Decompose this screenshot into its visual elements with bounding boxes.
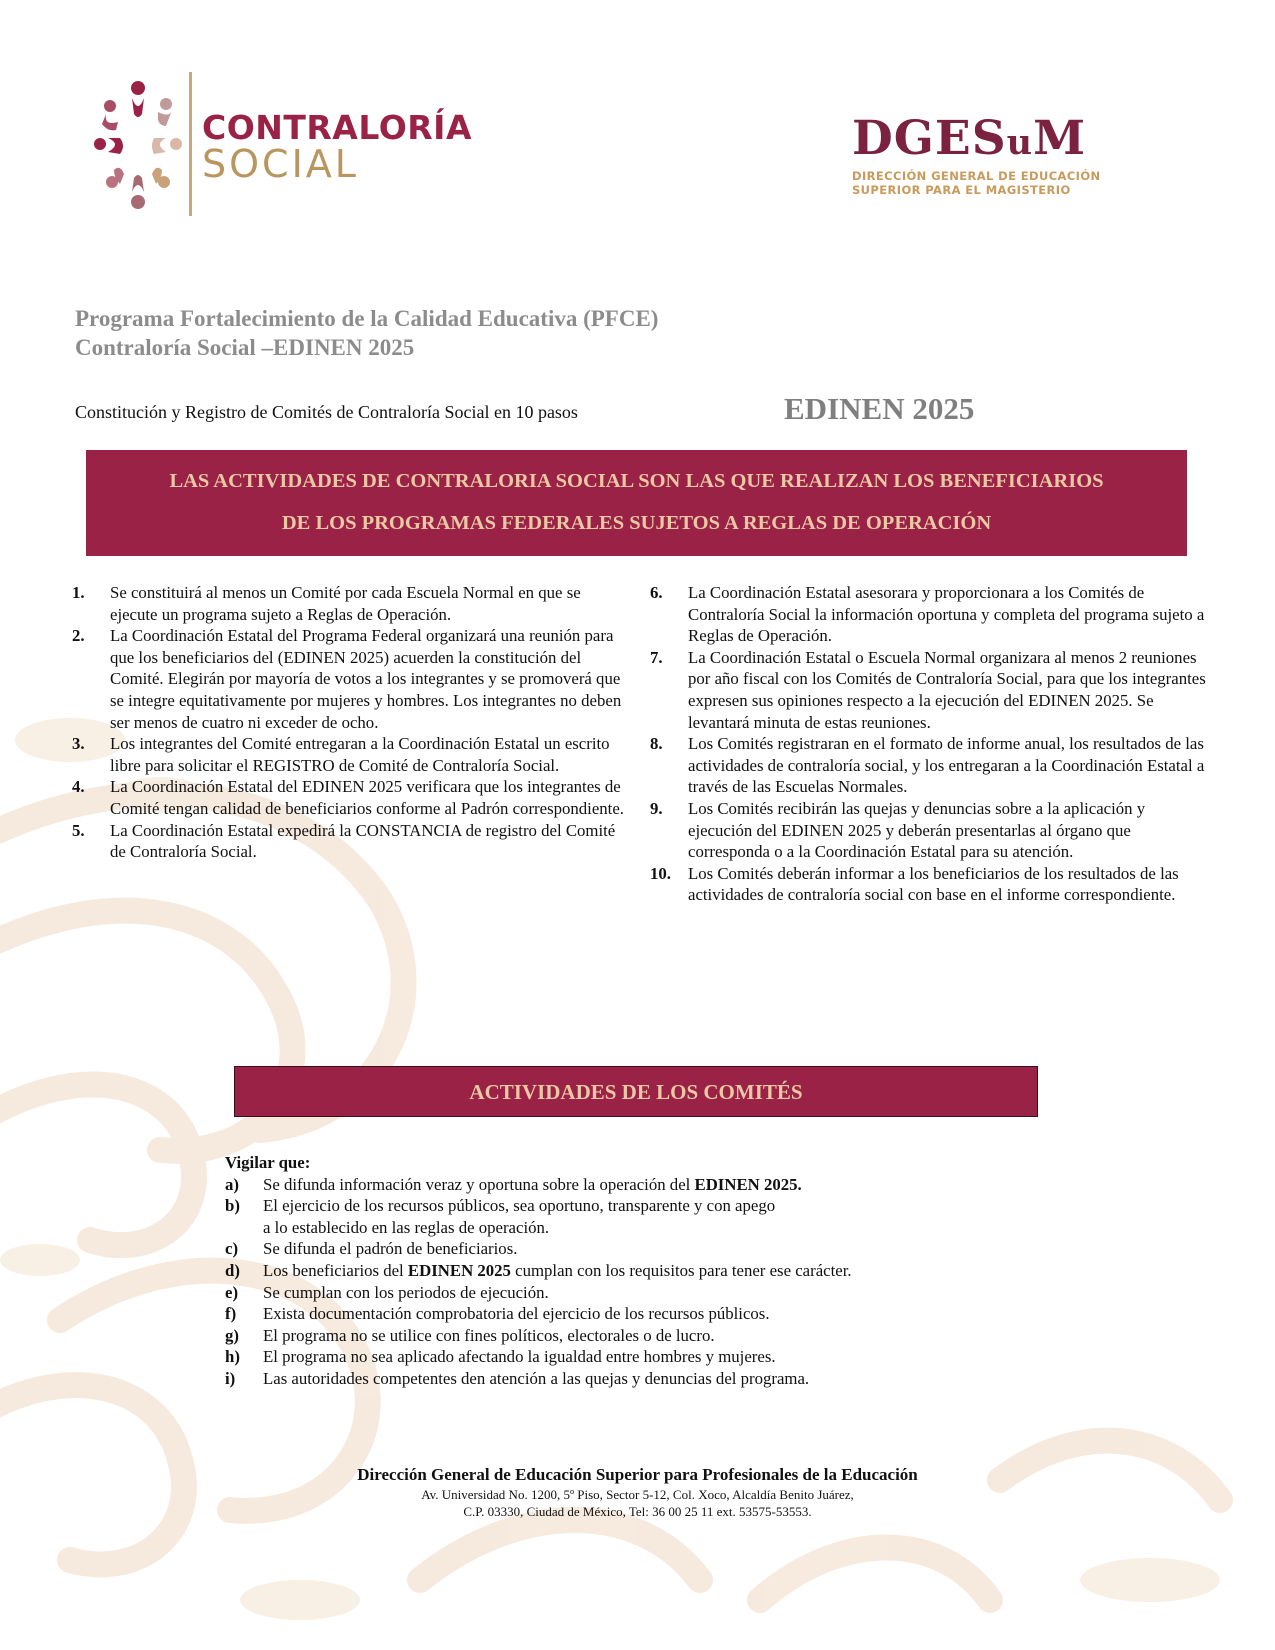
dgesum-subtitle-2: SUPERIOR PARA EL MAGISTERIO bbox=[852, 183, 1071, 197]
list-item: 3. Los integrantes del Comité entregaran a la Coordinación Estatal un escrito libre para solicitar el REGISTRO de Comité de Contraloría Social. bbox=[72, 734, 610, 775]
logo-divider bbox=[189, 72, 192, 216]
main-banner-line1: LAS ACTIVIDADES DE CONTRALORIA SOCIAL SON LAS QUE REALIZAN LOS BENEFICIARIOS bbox=[169, 470, 1104, 492]
list-item: 4. La Coordinación Estatal del EDINEN 2025 verificara que los integrantes de Comité tengan calidad de beneficiarios conforme al Padrón correspondiente. bbox=[72, 777, 624, 818]
program-title-line1: Programa Fortalecimiento de la Calidad Educativa (PFCE) bbox=[75, 306, 659, 331]
dgesum-logo bbox=[852, 113, 1112, 203]
list-item: e) Se cumplan con los periodos de ejecución. bbox=[225, 1282, 549, 1302]
dgesum-subtitle-1: DIRECCIÓN GENERAL DE EDUCACIÓN bbox=[852, 169, 1101, 183]
figures-circle-icon bbox=[92, 74, 184, 216]
list-item: g) El programa no se utilice con fines políticos, electorales o de lucro. bbox=[225, 1325, 715, 1345]
vigilar-label: Vigilar que: bbox=[225, 1153, 311, 1172]
list-item: 2. La Coordinación Estatal del Programa Federal organizará una reunión para que los beneficiarios del (EDINEN 2025) acuerden la constitución del Comité. Elegirán por mayoría de votos a los integrantes y se promoverá que se integre equitativamente por mujeres y hombres. Los integrantes no deben ser menos de cuatro ni exceder de ocho. bbox=[72, 626, 622, 732]
footer-address-2: C.P. 03330, Ciudad de México, Tel: 36 00 25 11 ext. 53575-53553. bbox=[463, 1504, 812, 1519]
footer-address-1: Av. Universidad No. 1200, 5º Piso, Sector 5-12, Col. Xoco, Alcaldía Benito Juárez, bbox=[421, 1487, 854, 1502]
dgesum-title: DGESuM bbox=[852, 111, 1087, 166]
list-item: 8. Los Comités registraran en el formato de informe anual, los resultados de las actividades de contraloría social, y los entregaran a la Coordinación Estatal a través de las Escuelas Normales. bbox=[650, 734, 1205, 797]
edinen-heading: EDINEN 2025 bbox=[784, 391, 975, 426]
list-item: b) El ejercicio de los recursos públicos, sea oportuno, transparente y con apego a lo establecido en las reglas de operación. bbox=[225, 1196, 776, 1237]
footer-institution: Dirección General de Educación Superior para Profesionales de la Educación bbox=[357, 1465, 918, 1484]
list-item: i) Las autoridades competentes den atención a las quejas y denuncias del programa. bbox=[225, 1368, 810, 1388]
list-item: 7. La Coordinación Estatal o Escuela Normal organizara al menos 2 reuniones por año fiscal con los Comités de Contraloría Social, para que los integrantes expresen sus opiniones respecto a la ejecución del EDINEN 2025. Se levantará minuta de estas reuniones. bbox=[650, 647, 1206, 732]
activities-list bbox=[225, 1152, 985, 1390]
list-item: 10. Los Comités deberán informar a los beneficiarios de los resultados de las actividades de contraloría social con base en el informe correspondiente. bbox=[650, 863, 1179, 905]
main-banner bbox=[86, 450, 1187, 556]
main-banner-line2: DE LOS PROGRAMAS FEDERALES SUJETOS A REGLAS DE OPERACIÓN bbox=[281, 512, 992, 534]
program-title bbox=[75, 304, 658, 362]
list-item: c) Se difunda el padrón de beneficiarios. bbox=[225, 1239, 518, 1259]
logo-contraloria-text: CONTRALORÍA bbox=[202, 108, 472, 147]
page-subtitle: Constitución y Registro de Comités de Contraloría Social en 10 pasos bbox=[75, 402, 578, 422]
list-item: 5. La Coordinación Estatal expedirá la CONSTANCIA de registro del Comité de Contraloría Social. bbox=[72, 820, 616, 862]
list-item: d) Los beneficiarios del EDINEN 2025 cumplan con los requisitos para tener ese carácter. bbox=[225, 1260, 852, 1280]
steps-list-right bbox=[650, 582, 1206, 906]
list-item: a) Se difunda información veraz y oportuna sobre la operación del EDINEN 2025. bbox=[225, 1174, 802, 1194]
activities-banner: ACTIVIDADES DE LOS COMITÉS bbox=[234, 1066, 1038, 1117]
list-item: f) Exista documentación comprobatoria del ejercicio de los recursos públicos. bbox=[225, 1304, 770, 1324]
list-item: 1. Se constituirá al menos un Comité por cada Escuela Normal en que se ejecute un programa sujeto a Reglas de Operación. bbox=[72, 583, 581, 624]
list-item: h) El programa no sea aplicado afectando la igualdad entre hombres y mujeres. bbox=[225, 1347, 776, 1367]
list-item: 6. La Coordinación Estatal asesorara y proporcionara a los Comités de Contraloría Social la información oportuna y completa del programa sujeto a Reglas de Operación. bbox=[650, 583, 1205, 646]
contraloria-social-logo bbox=[92, 70, 472, 220]
steps-list-left bbox=[72, 582, 628, 863]
program-title-line2: Contraloría Social –EDINEN 2025 bbox=[75, 335, 415, 360]
logo-social-text: SOCIAL bbox=[202, 142, 359, 186]
list-item: 9. Los Comités recibirán las quejas y denuncias sobre a la aplicación y ejecución del EDINEN 2025 y deberán presentarlas al órgano que corresponda o a la Coordinación Estatal para su atención. bbox=[650, 798, 1146, 862]
footer bbox=[0, 1464, 1275, 1520]
